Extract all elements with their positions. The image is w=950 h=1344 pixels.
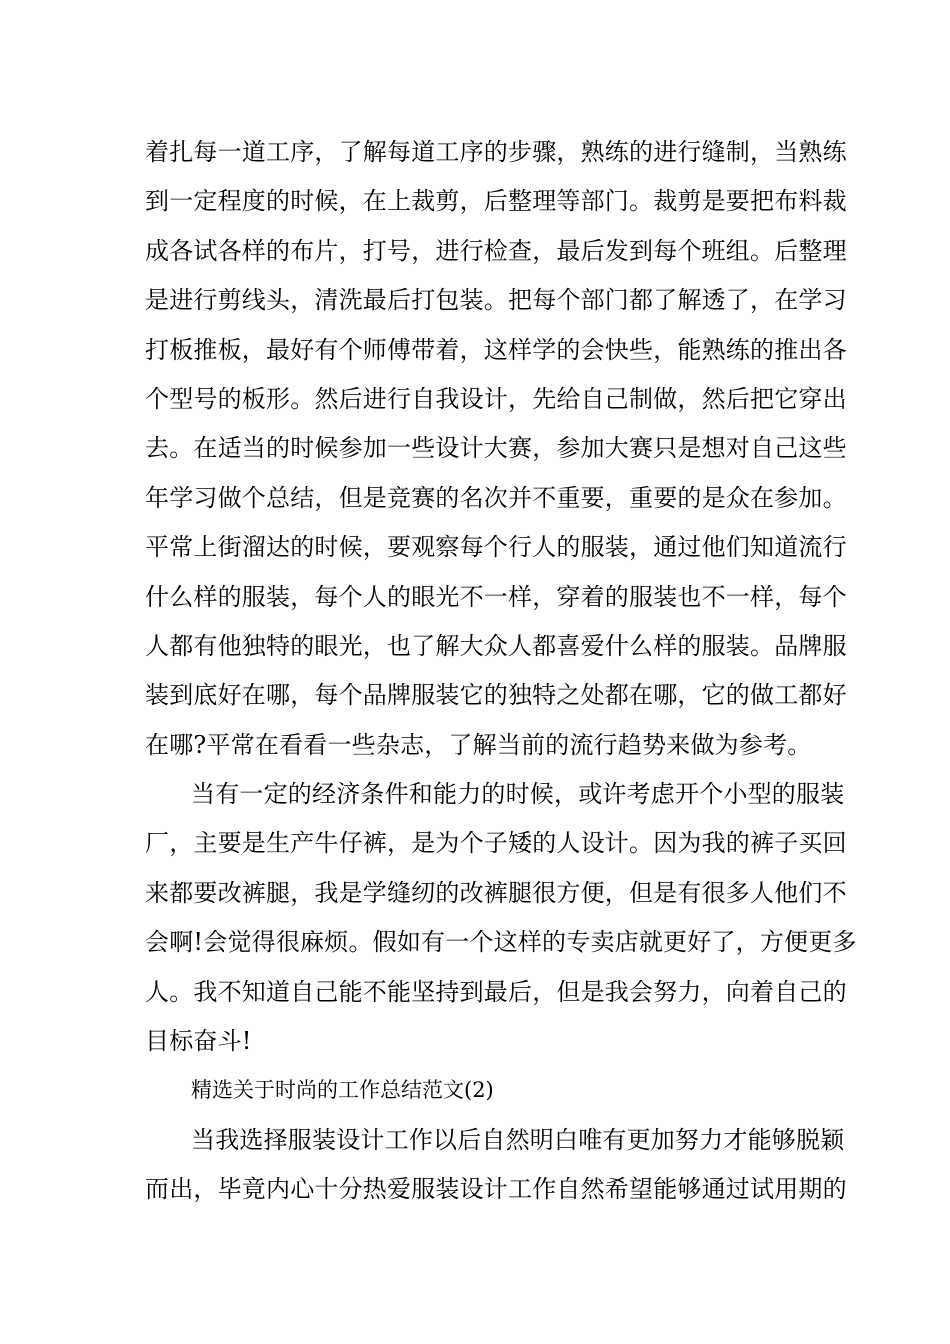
text-line: 人都有他独特的眼光，也了解大众人都喜爱什么样的服装。品牌服: [145, 631, 847, 660]
document-body: [145, 128, 857, 1215]
text-line: 年学习做个总结，但是竞赛的名次并不重要，重要的是众在参加。: [145, 483, 847, 512]
text-line: 什么样的服装，每个人的眼光不一样，穿着的服装也不一样，每个: [145, 582, 847, 611]
text-line: 在哪?平常在看看一些杂志，了解当前的流行趋势来做为参考。: [145, 730, 812, 759]
text-line: 当有一定的经济条件和能力的时候，或许考虑开个小型的服装: [191, 780, 845, 809]
paragraph-2: [145, 770, 857, 1066]
text-line: 到一定程度的时候，在上裁剪，后整理等部门。裁剪是要把布料裁: [145, 187, 847, 216]
text-line: 会啊!会觉得很麻烦。假如有一个这样的专卖店就更好了，方便更多: [145, 928, 857, 957]
text-line: 个型号的板形。然后进行自我设计，先给自己制做，然后把它穿出: [145, 384, 847, 413]
text-line: 是进行剪线头，清洗最后打包装。把每个部门都了解透了，在学习: [145, 286, 847, 315]
text-line: 平常上街溜达的时候，要观察每个行人的服装，通过他们知道流行: [145, 533, 847, 562]
text-line: 厂，主要是生产牛仔裤，是为个子矮的人设计。因为我的裤子买回: [145, 829, 847, 858]
text-line: 打板推板，最好有个师傅带着，这样学的会快些，能熟练的推出各: [145, 335, 847, 364]
text-line: 去。在适当的时候参加一些设计大赛，参加大赛只是想对自己这些: [145, 434, 847, 463]
text-line: 成各试各样的布片，打号，进行检查，最后发到每个班组。后整理: [145, 236, 847, 265]
paragraph-1: [145, 128, 847, 770]
section-heading: 精选关于时尚的工作总结范文(2): [191, 1078, 494, 1103]
text-line: 着扎每一道工序，了解每道工序的步骤，熟练的进行缝制，当熟练: [145, 138, 847, 166]
text-line: 人。我不知道自己能不能坚持到最后，但是我会努力，向着自己的: [145, 977, 847, 1006]
text-line: 当我选择服装设计工作以后自然明白唯有更加努力才能够脱颖: [191, 1125, 845, 1154]
text-line: 装到底好在哪，每个品牌服装它的独特之处都在哪，它的做工都好: [145, 681, 847, 710]
text-line: 而出，毕竟内心十分热爱服装设计工作自然希望能够通过试用期的: [145, 1175, 847, 1204]
text-line: 来都要改裤腿，我是学缝纫的改裤腿很方便，但是有很多人他们不: [145, 878, 847, 907]
text-line: 目标奋斗!: [145, 1027, 252, 1056]
paragraph-3: [145, 1116, 847, 1215]
